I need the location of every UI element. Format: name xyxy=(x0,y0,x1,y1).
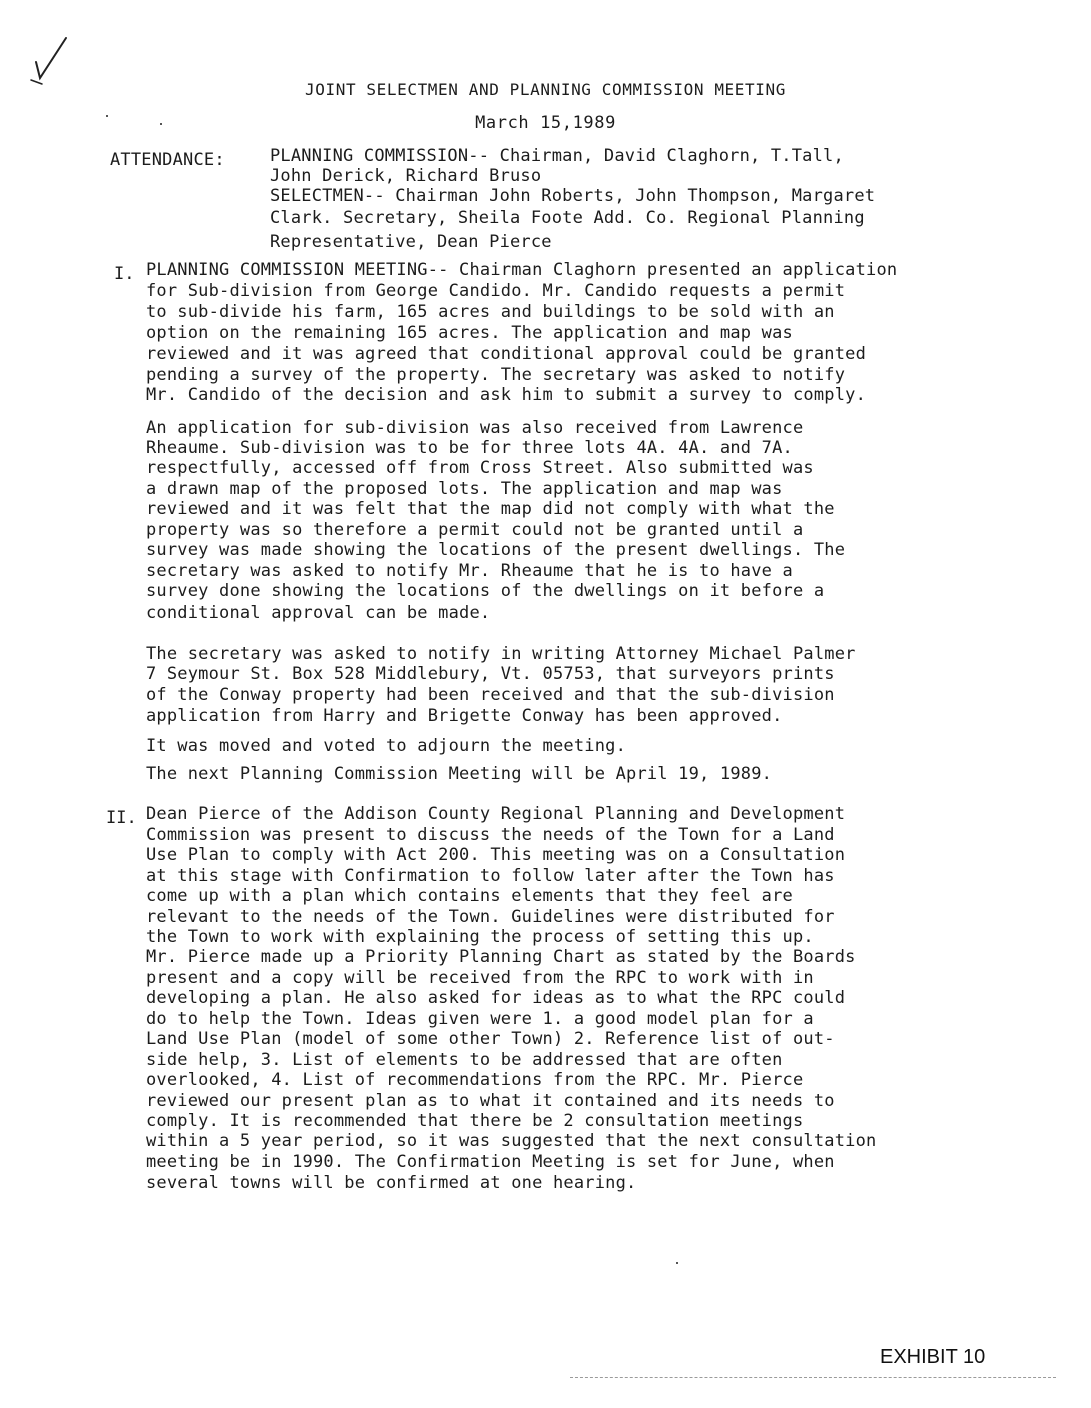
paragraph-line: An application for sub-division was also received from Lawrence xyxy=(146,418,804,438)
paragraph-line: 7 Seymour St. Box 528 Middlebury, Vt. 05753, that surveyors prints xyxy=(146,664,835,684)
paragraph-line: to sub-divide his farm, 165 acres and buildings to be sold with an xyxy=(146,302,835,322)
attendance-label: ATTENDANCE: xyxy=(110,150,225,170)
attendance-line: John Derick, Richard Bruso xyxy=(270,166,542,186)
exhibit-label: EXHIBIT 10 xyxy=(880,1346,986,1368)
paragraph-line: Mr. Pierce made up a Priority Planning Chart as stated by the Boards xyxy=(146,947,856,967)
paragraph-line: do to help the Town. Ideas given were 1. a good model plan for a xyxy=(146,1009,814,1029)
section-two-numeral: II. xyxy=(106,808,137,828)
paragraph-line: at this stage with Confirmation to follow later after the Town has xyxy=(146,866,835,886)
paragraph-line: meeting be in 1990. The Confirmation Meeting is set for June, when xyxy=(146,1152,835,1172)
paragraph-line: PLANNING COMMISSION MEETING-- Chairman Claghorn presented an application xyxy=(146,260,898,280)
meeting-date: March 15,1989 xyxy=(475,113,616,133)
paragraph-line: the Town to work with explaining the process of setting this up. xyxy=(146,927,814,947)
attendance-line: Representative, Dean Pierce xyxy=(270,232,552,252)
next-meeting-statement: The next Planning Commission Meeting will be April 19, 1989. xyxy=(146,764,773,784)
paragraph-line: The secretary was asked to notify in writing Attorney Michael Palmer xyxy=(146,644,856,664)
paragraph-line: survey done showing the locations of the dwellings on it before a xyxy=(146,581,825,601)
scan-speck xyxy=(160,123,162,125)
scan-speck xyxy=(676,1262,678,1264)
paragraph-line: Land Use Plan (model of some other Town) 2. Reference list of out- xyxy=(146,1029,835,1049)
adjourn-statement: It was moved and voted to adjourn the meeting. xyxy=(146,736,627,756)
paragraph-line: Dean Pierce of the Addison County Regional Planning and Development xyxy=(146,804,846,824)
paragraph-line: Mr. Candido of the decision and ask him to submit a survey to comply. xyxy=(146,385,867,405)
section-one-numeral: I. xyxy=(114,264,135,284)
paragraph-line: reviewed and it was agreed that conditional approval could be granted xyxy=(146,344,867,364)
paragraph-line: property was so therefore a permit could not be granted until a xyxy=(146,520,804,540)
paragraph-line: conditional approval can be made. xyxy=(146,603,491,623)
paragraph-line: developing a plan. He also asked for ideas as to what the RPC could xyxy=(146,988,846,1008)
paragraph-line: Use Plan to comply with Act 200. This meeting was on a Consultation xyxy=(146,845,846,865)
paragraph-line: pending a survey of the property. The secretary was asked to notify xyxy=(146,365,846,385)
paragraph-line: present and a copy will be received from the RPC to work with in xyxy=(146,968,814,988)
paragraph-line: secretary was asked to notify Mr. Rheaume that he is to have a xyxy=(146,561,793,581)
attendance-line: Clark. Secretary, Sheila Foote Add. Co. Regional Planning xyxy=(270,208,865,228)
paragraph-line: comply. It is recommended that there be 2 consultation meetings xyxy=(146,1111,804,1131)
scan-artifact-line xyxy=(570,1377,1056,1378)
paragraph-line: of the Conway property had been received and that the sub-division xyxy=(146,685,835,705)
paragraph-line: reviewed and it was felt that the map did not comply with what the xyxy=(146,499,835,519)
paragraph-line: reviewed our present plan as to what it contained and its needs to xyxy=(146,1091,835,1111)
paragraph-line: application from Harry and Brigette Conway has been approved. xyxy=(146,706,783,726)
attendance-line: SELECTMEN-- Chairman John Roberts, John Thompson, Margaret xyxy=(270,186,876,206)
paragraph-line: come up with a plan which contains elements that they feel are xyxy=(146,886,793,906)
paragraph-line: several towns will be confirmed at one hearing. xyxy=(146,1173,637,1193)
paragraph-line: side help, 3. List of elements to be addressed that are often xyxy=(146,1050,783,1070)
paragraph-line: option on the remaining 165 acres. The application and map was xyxy=(146,323,793,343)
paragraph-line: overlooked, 4. List of recommendations from the RPC. Mr. Pierce xyxy=(146,1070,804,1090)
paragraph-line: a drawn map of the proposed lots. The application and map was xyxy=(146,479,783,499)
document-title: JOINT SELECTMEN AND PLANNING COMMISSION MEETING xyxy=(305,80,786,99)
paragraph-line: relevant to the needs of the Town. Guidelines were distributed for xyxy=(146,907,835,927)
paragraph-line: survey was made showing the locations of the present dwellings. The xyxy=(146,540,846,560)
paragraph-line: for Sub-division from George Candido. Mr. Candido requests a permit xyxy=(146,281,846,301)
paragraph-line: within a 5 year period, so it was suggested that the next consultation xyxy=(146,1131,877,1151)
attendance-line: PLANNING COMMISSION-- Chairman, David Claghorn, T.Tall, xyxy=(270,146,844,166)
paragraph-line: respectfully, accessed off from Cross Street. Also submitted was xyxy=(146,458,814,478)
paragraph-line: Rheaume. Sub-division was to be for three lots 4A. 4A. and 7A. xyxy=(146,438,793,458)
scan-speck xyxy=(106,115,108,117)
paragraph-line: Commission was present to discuss the needs of the Town for a Land xyxy=(146,825,835,845)
